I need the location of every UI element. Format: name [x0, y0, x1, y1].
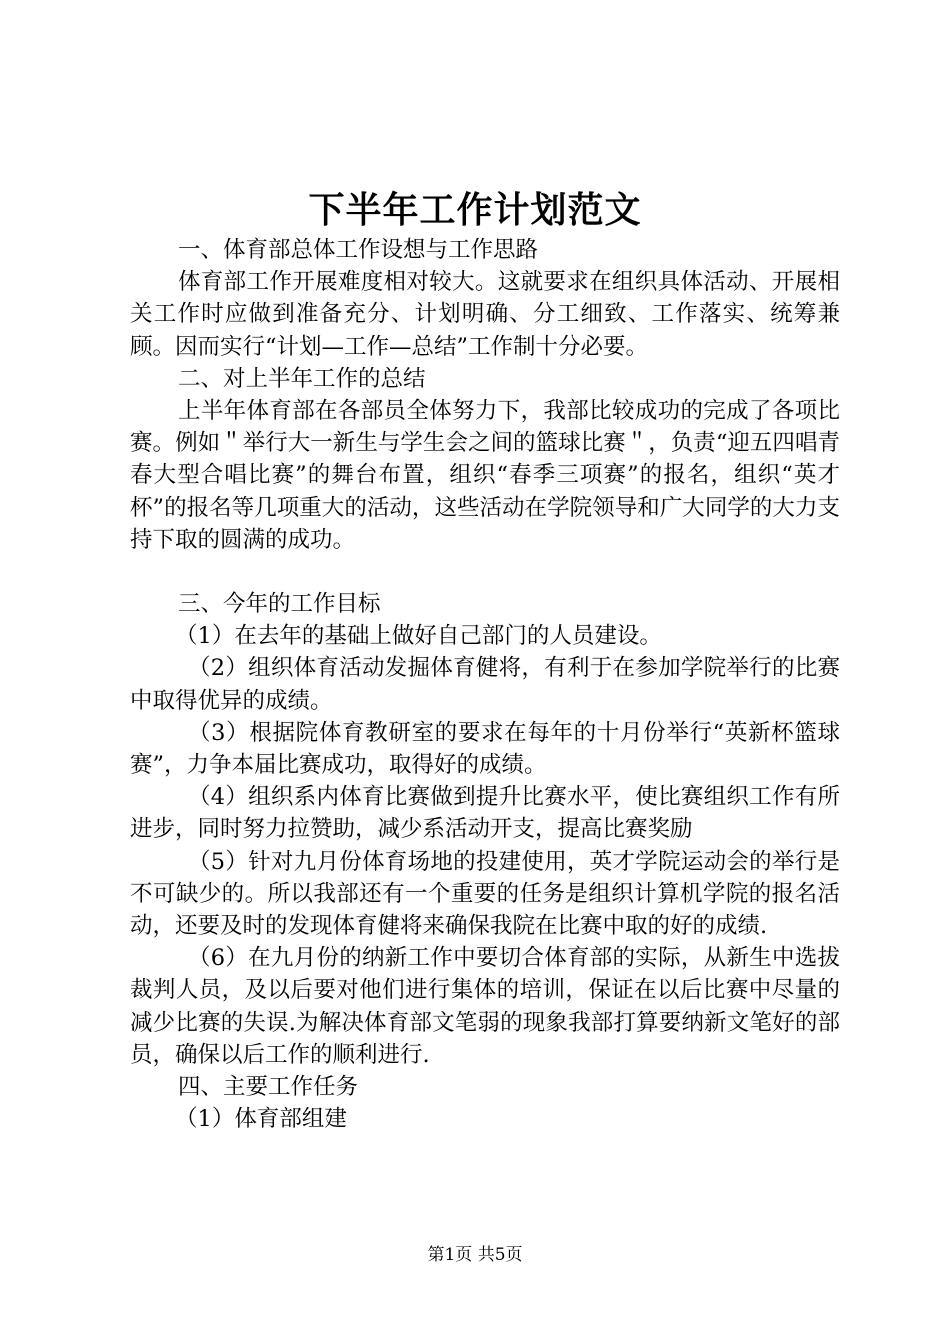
list-item: （4）组织系内体育比赛做到提升比赛水平，使比赛组织工作有所进步，同时努力拉赞助，减少系活动开支，提高比赛奖励: [130, 784, 840, 843]
section-heading-4: 四、主要工作任务: [178, 1074, 359, 1101]
page-footer: 第1页 共5页: [427, 1245, 523, 1265]
paragraph: 体育部工作开展难度相对较大。这就要求在组织具体活动、开展相关工作时应做到准备充分、计划明确、分工细致、工作落实、统筹兼顾。因而实行“计划—工作—总结”工作制十分必要。: [130, 269, 840, 360]
document-title: 下半年工作计划范文: [308, 189, 642, 231]
list-item: （1）体育部组建: [175, 1106, 347, 1133]
paragraph: 上半年体育部在各部员全体努力下，我部比较成功的完成了各项比赛。例如＂举行大一新生与学生会之间的篮球比赛＂，负责“迎五四唱青春大型合唱比赛”的舞台布置，组织“春季三项赛”的报名，组织“英才杯”的报名等几项重大的活动，这些活动在学院领导和广大同学的大力支持下取的圆满的成功。: [130, 398, 840, 553]
list-item: （6）在九月份的纳新工作中要切合体育部的实际，从新生中选拔裁判人员，及以后要对他们进行集体的培训，保证在以后比赛中尽量的减少比赛的失误.为解决体育部文笔弱的现象我部打算要纳新文笔好的部员，确保以后工作的顺利进行.: [130, 945, 840, 1068]
list-item: （1）在去年的基础上做好自己部门的人员建设。: [175, 623, 662, 650]
document-body: [130, 234, 840, 1135]
blank-line: [130, 556, 840, 588]
list-item: （2）组织体育活动发掘体育健将，有利于在参加学院举行的比赛中取得优异的成绩。: [130, 655, 840, 714]
section-heading-3: 三、今年的工作目标: [178, 591, 381, 618]
list-item: （5）针对九月份体育场地的投建使用，英才学院运动会的举行是不可缺少的。所以我部还有一个重要的任务是组织计算机学院的报名活动，还要及时的发现体育健将来确保我院在比赛中取的好的成绩.: [130, 848, 840, 940]
section-heading-1: 一、体育部总体工作设想与工作思路: [178, 237, 539, 263]
section-heading-2: 二、对上半年工作的总结: [178, 365, 426, 392]
list-item: （3）根据院体育教研室的要求在每年的十月份举行“英新杯篮球赛”，力争本届比赛成功，取得好的成绩。: [130, 719, 840, 779]
